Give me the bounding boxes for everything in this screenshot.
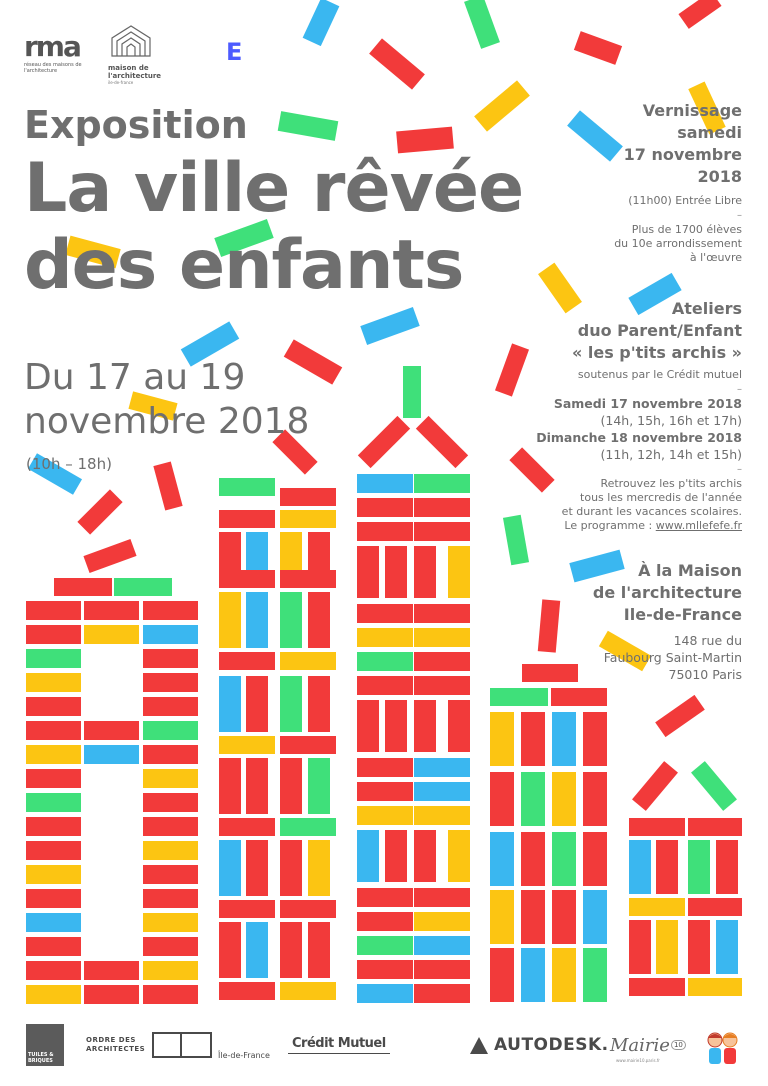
ateliers-info-1: Retrouvez les p'tits archis <box>600 477 742 490</box>
building-brick <box>26 841 81 860</box>
building-brick <box>357 652 413 671</box>
confetti-brick <box>474 80 530 131</box>
building-brick <box>357 758 413 777</box>
building-brick <box>583 890 607 944</box>
roof-brick <box>490 688 548 706</box>
building-brick <box>26 601 81 620</box>
roof-brick <box>114 578 172 596</box>
building-brick <box>219 818 275 836</box>
building-4 <box>490 664 607 1002</box>
building-brick <box>385 546 407 598</box>
building-brick <box>219 592 241 648</box>
building-brick <box>583 712 607 766</box>
building-brick <box>280 510 336 528</box>
vernissage-line-4: 2018 <box>697 167 742 186</box>
confetti-brick <box>360 307 419 345</box>
building-brick <box>280 982 336 1000</box>
ateliers-programme <box>536 519 742 533</box>
building-brick <box>357 522 413 541</box>
building-brick <box>143 625 198 644</box>
building-brick <box>84 601 139 620</box>
building-brick <box>357 782 413 801</box>
confetti-brick <box>403 366 421 418</box>
building-brick <box>143 601 198 620</box>
dates-line-1: Du 17 au 19 <box>24 357 246 398</box>
ateliers-dash-2: – <box>737 464 742 475</box>
building-brick <box>143 865 198 884</box>
building-brick <box>716 840 738 894</box>
ateliers-support: soutenus par le Crédit mutuel <box>577 368 742 381</box>
building-brick <box>629 920 651 974</box>
tuiles-briques-logo <box>26 1022 64 1068</box>
building-brick <box>246 922 268 978</box>
building-brick <box>26 673 81 692</box>
dates-line-2: novembre 2018 <box>24 401 310 442</box>
building-brick <box>521 948 545 1002</box>
building-brick <box>414 758 470 777</box>
programme-label: Le programme : <box>564 519 653 532</box>
building-brick <box>357 700 379 752</box>
title-line-2: des enfants <box>24 226 464 305</box>
children-icon <box>702 1028 742 1068</box>
building-brick <box>280 758 302 814</box>
building-brick <box>219 676 241 732</box>
building-1 <box>26 578 198 1004</box>
building-brick <box>414 984 470 1003</box>
confetti-brick <box>503 515 529 565</box>
building-brick <box>84 721 139 740</box>
maison-architecture-name: maison de l'architecture <box>108 64 162 80</box>
building-brick <box>552 772 576 826</box>
building-brick <box>26 793 81 812</box>
building-brick <box>280 676 302 732</box>
building-brick <box>521 832 545 886</box>
building-brick <box>143 913 198 932</box>
building-brick <box>280 570 336 588</box>
building-brick <box>143 937 198 956</box>
roof-brick <box>416 416 468 468</box>
roof-brick <box>522 664 578 682</box>
building-brick <box>656 840 678 894</box>
ateliers-sunday: Dimanche 18 novembre 2018 <box>536 430 742 445</box>
building-brick <box>385 830 407 882</box>
ateliers-line-1: Ateliers <box>671 299 742 318</box>
building-brick <box>246 676 268 732</box>
confetti-brick <box>574 31 622 65</box>
building-brick <box>84 961 139 980</box>
building-brick <box>357 628 413 647</box>
ateliers-saturday-times: (14h, 15h, 16h et 17h) <box>600 413 742 428</box>
building-brick <box>448 546 470 598</box>
building-brick <box>219 900 275 918</box>
building-brick <box>414 700 436 752</box>
building-brick <box>143 721 198 740</box>
maison-architecture-tagline: ile-de-france <box>108 80 134 85</box>
building-brick <box>280 818 336 836</box>
building-brick <box>357 984 413 1003</box>
building-brick <box>26 745 81 764</box>
building-brick <box>357 806 413 825</box>
building-brick <box>308 840 330 896</box>
building-brick <box>716 920 738 974</box>
students-line-1: Plus de 1700 élèves <box>631 223 742 236</box>
roof-brick <box>691 761 737 811</box>
roof-brick <box>219 478 275 496</box>
confetti-brick <box>538 599 560 652</box>
building-brick <box>143 841 198 860</box>
building-brick <box>26 961 81 980</box>
building-brick <box>629 840 651 894</box>
building-brick <box>143 697 198 716</box>
building-brick <box>143 673 198 692</box>
building-brick <box>414 498 470 517</box>
e-logo: E <box>226 38 243 66</box>
mairie-url: www.mairie10.paris.fr <box>616 1058 660 1063</box>
students-line-2: du 10e arrondissement <box>614 237 742 250</box>
building-brick <box>26 865 81 884</box>
building-brick <box>26 985 81 1004</box>
exhibition-title <box>24 150 584 304</box>
rma-logo-tagline: réseau des maisons de l'architecture <box>24 62 82 74</box>
building-brick <box>219 758 241 814</box>
confetti-brick <box>678 0 721 29</box>
building-brick <box>308 592 330 648</box>
building-2 <box>219 478 336 1000</box>
confetti-brick <box>77 489 122 534</box>
building-brick <box>552 890 576 944</box>
building-brick <box>357 888 413 907</box>
confetti-brick <box>278 111 339 141</box>
building-brick <box>688 978 742 996</box>
building-brick <box>521 772 545 826</box>
building-brick <box>219 840 241 896</box>
building-brick <box>26 817 81 836</box>
building-brick <box>143 769 198 788</box>
building-brick <box>414 628 470 647</box>
ateliers-dash: – <box>737 384 742 395</box>
building-brick <box>414 604 470 623</box>
confetti-brick <box>464 0 500 49</box>
building-brick <box>143 985 198 1004</box>
building-brick <box>143 889 198 908</box>
rma-logo-mark: rma <box>24 30 80 63</box>
confetti-brick <box>83 539 136 573</box>
building-brick <box>357 830 379 882</box>
ateliers-info-2: tous les mercredis de l'année <box>580 491 742 504</box>
building-brick <box>26 721 81 740</box>
ateliers-block <box>536 298 742 533</box>
building-brick <box>246 758 268 814</box>
building-brick <box>414 960 470 979</box>
ordre-architectes-region: Île-de-France <box>218 1051 270 1060</box>
building-brick <box>414 522 470 541</box>
roof-brick <box>280 488 336 506</box>
confetti-brick <box>369 38 425 89</box>
building-brick <box>308 676 330 732</box>
building-brick <box>552 712 576 766</box>
vernissage-block <box>614 100 742 265</box>
building-brick <box>84 625 139 644</box>
building-brick <box>84 745 139 764</box>
confetti-brick <box>153 461 182 510</box>
ateliers-sunday-times: (11h, 12h, 14h et 15h) <box>600 447 742 462</box>
building-brick <box>357 676 413 695</box>
programme-link[interactable]: www.mllefefe.fr <box>655 519 742 532</box>
building-brick <box>219 570 275 588</box>
building-brick <box>688 898 742 916</box>
building-brick <box>688 840 710 894</box>
building-brick <box>688 818 742 836</box>
building-brick <box>219 922 241 978</box>
building-brick <box>448 700 470 752</box>
vernissage-line-3: 17 novembre <box>623 145 742 164</box>
building-brick <box>414 936 470 955</box>
building-brick <box>357 960 413 979</box>
building-brick <box>521 890 545 944</box>
building-brick <box>219 982 275 1000</box>
confetti-brick <box>303 0 340 46</box>
confetti-brick <box>495 343 529 396</box>
building-brick <box>357 498 413 517</box>
building-5 <box>629 761 742 996</box>
vernissage-dash: – <box>737 210 742 221</box>
vernissage-line-2: samedi <box>677 123 742 142</box>
building-brick <box>357 936 413 955</box>
building-brick <box>246 840 268 896</box>
building-brick <box>490 832 514 886</box>
building-brick <box>629 818 685 836</box>
building-brick <box>414 474 470 493</box>
building-brick <box>280 592 302 648</box>
building-brick <box>490 948 514 1002</box>
ateliers-saturday: Samedi 17 novembre 2018 <box>553 396 742 411</box>
building-brick <box>583 772 607 826</box>
building-brick <box>414 912 470 931</box>
building-brick <box>357 546 379 598</box>
building-brick <box>385 700 407 752</box>
building-brick <box>143 649 198 668</box>
autodesk-mark-icon <box>470 1037 488 1054</box>
credit-mutuel-text: Crédit Mutuel <box>288 1036 390 1054</box>
confetti-brick <box>655 695 705 737</box>
building-brick <box>490 772 514 826</box>
building-brick <box>26 697 81 716</box>
building-brick <box>26 649 81 668</box>
building-brick <box>414 830 436 882</box>
building-3 <box>357 416 470 1003</box>
students-line-3: à l'œuvre <box>689 251 742 264</box>
autodesk-logo <box>470 1022 609 1068</box>
building-brick <box>357 604 413 623</box>
building-brick <box>308 922 330 978</box>
oa-mark-icon <box>152 1032 212 1058</box>
building-brick <box>246 592 268 648</box>
roof-brick <box>632 761 678 811</box>
ordre-architectes-logo <box>86 1022 270 1068</box>
vernissage-time: (11h00) Entrée Libre <box>628 194 742 207</box>
building-brick <box>219 510 275 528</box>
exhibition-dates <box>24 356 384 444</box>
building-brick <box>448 830 470 882</box>
tuiles-briques-text: TUILES & BRIQUES <box>26 1024 64 1066</box>
building-brick <box>280 900 336 918</box>
building-brick <box>280 736 336 754</box>
rma-logo <box>24 32 94 74</box>
exposition-label: Exposition <box>24 103 248 147</box>
building-brick <box>552 832 576 886</box>
building-brick <box>143 793 198 812</box>
mairie-text: Mairie <box>610 1034 670 1056</box>
building-brick <box>414 782 470 801</box>
building-brick <box>629 978 685 996</box>
venue-line-1: À la Maison <box>638 561 742 580</box>
building-brick <box>414 652 470 671</box>
building-brick <box>280 840 302 896</box>
building-brick <box>414 888 470 907</box>
building-brick <box>688 920 710 974</box>
building-brick <box>521 712 545 766</box>
venue-line-3: Ile-de-France <box>623 605 742 624</box>
credit-mutuel-logo <box>288 1022 390 1068</box>
venue-address-2: Faubourg Saint-Martin <box>603 650 742 665</box>
ateliers-info-3: et durant les vacances scolaires. <box>561 505 742 518</box>
building-brick <box>583 832 607 886</box>
building-brick <box>26 913 81 932</box>
building-brick <box>143 961 198 980</box>
building-brick <box>656 920 678 974</box>
building-brick <box>357 474 413 493</box>
venue-address-1: 148 rue du <box>673 633 742 648</box>
maison-architecture-logo <box>108 24 188 85</box>
building-brick <box>280 652 336 670</box>
mairie-number: 10 <box>671 1040 686 1050</box>
building-brick <box>583 948 607 1002</box>
ateliers-line-3: « les p'tits archis » <box>571 343 742 362</box>
building-brick <box>219 736 275 754</box>
building-brick <box>414 546 436 598</box>
vernissage-line-1: Vernissage <box>642 101 742 120</box>
building-brick <box>143 817 198 836</box>
autodesk-text: AUTODESK. <box>494 1035 609 1055</box>
opening-hours: (10h – 18h) <box>26 455 112 473</box>
building-brick <box>308 758 330 814</box>
roof-brick <box>551 688 607 706</box>
building-brick <box>552 948 576 1002</box>
building-brick <box>26 625 81 644</box>
venue-address-3: 75010 Paris <box>668 667 742 682</box>
ateliers-line-2: duo Parent/Enfant <box>577 321 742 340</box>
building-brick <box>280 922 302 978</box>
building-brick <box>219 652 275 670</box>
building-brick <box>26 937 81 956</box>
building-brick <box>143 745 198 764</box>
building-brick <box>414 676 470 695</box>
title-line-1: La ville rêvée <box>24 149 524 228</box>
building-brick <box>84 985 139 1004</box>
building-brick <box>26 889 81 908</box>
ordre-architectes-text: ORDRE DES ARCHITECTES <box>86 1036 146 1053</box>
venue-block <box>593 560 742 683</box>
building-brick <box>357 912 413 931</box>
building-brick <box>629 898 685 916</box>
building-brick <box>26 769 81 788</box>
venue-line-2: de l'architecture <box>592 583 742 602</box>
house-outline-icon <box>108 24 154 58</box>
roof-brick <box>54 578 112 596</box>
building-brick <box>490 890 514 944</box>
building-brick <box>490 712 514 766</box>
building-brick <box>414 806 470 825</box>
